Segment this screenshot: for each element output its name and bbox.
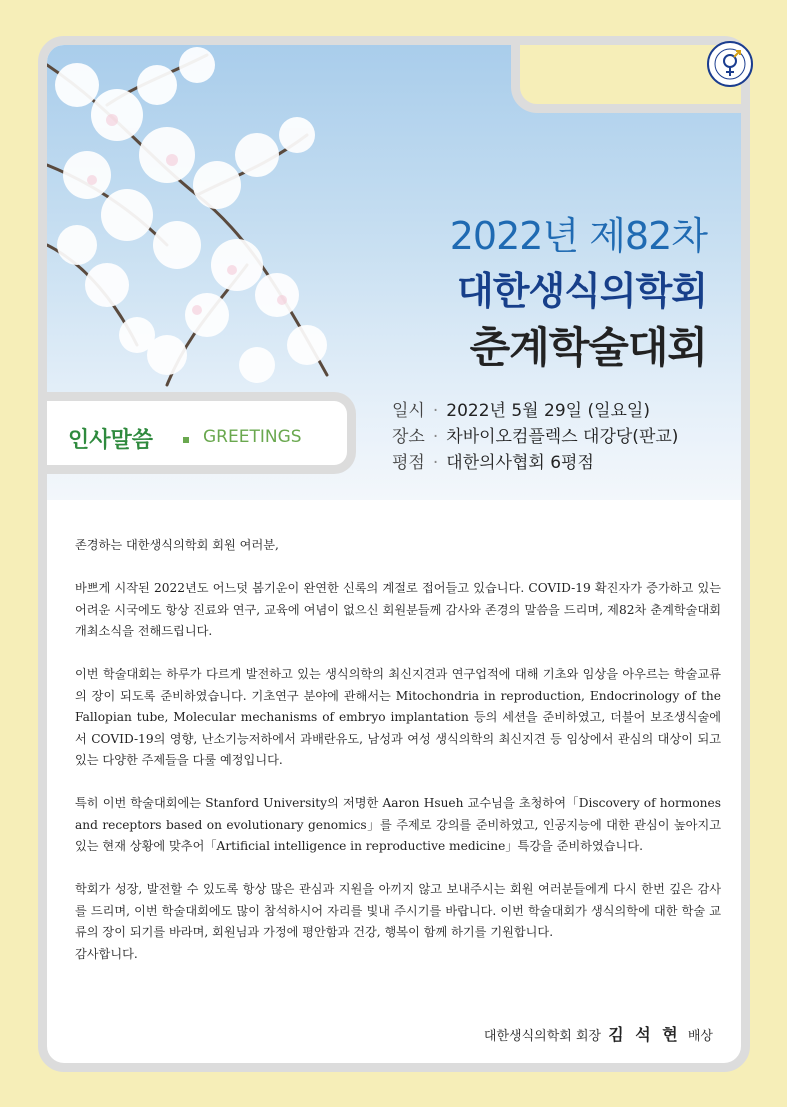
signature-name: 김 석 현 xyxy=(608,1025,681,1044)
event-title-name: 춘계학술대회 xyxy=(469,323,707,372)
salutation: 존경하는 대한생식의학회 회원 여러분, xyxy=(75,538,279,552)
event-title-society: 대한생식의학회 xyxy=(457,269,707,313)
info-row-credit: 평점 · 대한의사협회 6평점 xyxy=(392,453,594,473)
info-row-date: 일시 · 2022년 5월 29일 (일요일) xyxy=(392,401,650,421)
paragraph-4: 학회가 성장, 발전할 수 있도록 항상 많은 관심과 지원을 아끼지 않고 보내주시는 회원 여러분들에게 다시 한번 깊은 감사를 드리며, 이번 학술대회에도 많이 참석하시어 자리를 빛내 주시기를 바랍니다. 이번 학술대회가 생식의학에 대한 학술 교류의 장이 되기를 바라며, 회원님과 가정에 평안함과 건강, 행복이 함께 하기를 기원합니다. xyxy=(75,882,721,939)
paragraph-1: 바쁘게 시작된 2022년도 어느덧 봄기운이 완연한 신록의 계절로 접어들고 있습니다. COVID-19 확진자가 증가하고 있는 어려운 시국에도 항상 진료와 연구, 교육에 여념이 없으신 회원분들께 감사와 존경의 말씀을 드리며, 제82차 춘계학술대회 개최소식을 전해드립니다. xyxy=(75,581,721,638)
greetings-label-ko: 인사말씀 xyxy=(68,428,154,453)
event-info xyxy=(392,398,678,476)
closing: 감사합니다. xyxy=(75,946,138,961)
society-seal-logo xyxy=(706,40,754,88)
greetings-label-en: GREETINGS xyxy=(203,427,302,447)
greetings-tab xyxy=(38,392,356,474)
signature: 대한생식의학회 회장 김 석 현 배상 xyxy=(483,1025,713,1044)
info-row-venue: 장소 · 차바이오컴플렉스 대강당(판교) xyxy=(392,427,679,447)
paragraph-2: 이번 학술대회는 하루가 다르게 발전하고 있는 생식의학의 최신지견과 연구업적에 대해 기초와 임상을 아우르는 학술교류의 장이 되도록 준비하였습니다. 기초연구 분야에 관해서는 Mitochondria in reproduction, Endocrinology of the Fallopian tube, Molecular mechanisms of embryo implantation 등의 세션을 준비하였고, 더불어 보조생식술에서 COVID-19의 영향, 난소기능저하에서 과배란유도, 남성과 여성 생식의학의 최신지견 등 임상에서 관심의 대상이 되고 있는 다양한 주제들을 다룰 예정입니다. xyxy=(75,667,721,767)
greeting-body xyxy=(75,535,721,965)
paragraph-3: 특히 이번 학술대회에는 Stanford University의 저명한 Aaron Hsueh 교수님을 초청하여「Discovery of hormones and receptors based on evolutionary genomics」를 주제로 강의를 준비하였고, 인공지능에 대한 관심이 높아지고 있는 현재 상황에 맞추어「Artificial intelligence in reproductive medicine」특강을 준비하였습니다. xyxy=(75,796,721,853)
greeting-card xyxy=(38,36,750,1072)
tab-separator-dot xyxy=(183,437,189,443)
event-title-year: 2022년 제82차 xyxy=(449,214,707,258)
cherry-blossom-image xyxy=(47,45,347,405)
